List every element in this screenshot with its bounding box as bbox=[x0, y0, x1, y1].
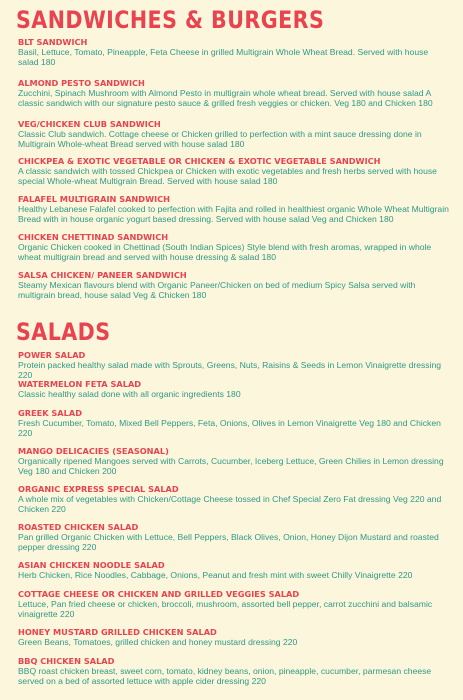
item-name: CHICKEN CHETTINAD SANDWICH bbox=[18, 232, 169, 242]
item-name: GREEK SALAD bbox=[18, 408, 82, 418]
item-description: A classic sandwich with tossed Chickpea or Chicken with exotic vegetables and fresh herbs served with house special Whole-wheat Multigrain Bread. Served with house salad 180 bbox=[18, 166, 437, 186]
menu-item-asian-chicken-noodle-salad bbox=[18, 560, 450, 580]
item-description: A whole mix of vegetables with Chicken/Cottage Cheese tossed in Chef Special Zero Fat dressing Veg 220 and Chicken 220 bbox=[18, 494, 442, 514]
item-name: ASIAN CHICKEN NOODLE SALAD bbox=[18, 560, 165, 570]
section-title-sandwiches-burgers: SANDWICHES & BURGERS bbox=[16, 6, 325, 34]
menu-item-chicken-chettinad-sandwich bbox=[18, 232, 450, 262]
item-name: MANGO DELICACIES (SEASONAL) bbox=[18, 446, 169, 456]
item-description: Fresh Cucumber, Tomato, Mixed Bell Peppers, Feta, Onions, Olives in Lemon Vinaigrette Veg 180 and Chicken 220 bbox=[18, 418, 441, 438]
item-description: Zucchini, Spinach Mushroom with Almond Pesto in multigrain whole wheat bread. Served with house salad A classic sandwich with our signature pesto sauce & grilled fresh veggies or chicken. Veg 180 and Chicken 180 bbox=[18, 88, 433, 108]
item-name: ORGANIC EXPRESS SPECIAL SALAD bbox=[18, 484, 179, 494]
item-name: VEG/CHICKEN CLUB SANDWICH bbox=[18, 119, 161, 129]
item-name: CHICKPEA & EXOTIC VEGETABLE OR CHICKEN & EXOTIC VEGETABLE SANDWICH bbox=[18, 156, 381, 166]
item-name: POWER SALAD bbox=[18, 350, 86, 360]
menu-item-mango-delicacies bbox=[18, 446, 450, 476]
menu-item-honey-mustard-grilled-chicken-salad bbox=[18, 627, 450, 647]
menu-item-chickpea-exotic-vegetable-sandwich bbox=[18, 156, 450, 186]
item-description: Healthy Lebanese Falafel cooked to perfection with Fajita and rolled in healthiest organic Whole Wheat Multigrain Bread with in house organic yogurt based dressing. Served with house salad Veg and Chicken 180 bbox=[18, 204, 449, 224]
item-description: Basil, Lettuce, Tomato, Pineapple, Feta Cheese in grilled Multigrain Whole Wheat Bread. Served with house salad 180 bbox=[18, 47, 429, 67]
item-name: BBQ CHICKEN SALAD bbox=[18, 656, 115, 666]
menu-item-falafel-multigrain-sandwich bbox=[18, 194, 450, 224]
item-name: FALAFEL MULTIGRAIN SANDWICH bbox=[18, 194, 171, 204]
item-description: Steamy Mexican flavours blend with Organic Paneer/Chicken on bed of medium Spicy Salsa served with multigrain bread, house salad Veg & Chicken 180 bbox=[18, 280, 416, 300]
menu-item-watermelon-feta-salad bbox=[18, 379, 450, 399]
item-name: ALMOND PESTO SANDWICH bbox=[18, 78, 145, 88]
menu-item-bbq-chicken-salad bbox=[18, 656, 450, 686]
item-name: SALSA CHICKEN/ PANEER SANDWICH bbox=[18, 270, 187, 280]
menu-item-power-salad bbox=[18, 350, 450, 380]
menu-item-almond-pesto-sandwich bbox=[18, 78, 450, 108]
item-description: Classic Club sandwich. Cottage cheese or Chicken grilled to perfection with a mint sauce dressing done in Multigrain Whole-wheat Bread served with house salad 180 bbox=[18, 129, 422, 149]
item-description: BBQ roast chicken breast, sweet corn, tomato, kidney beans, onion, pineapple, cucumber, parmesan cheese served on a bed of assorted lettuce with apple cider dressing 220 bbox=[18, 666, 432, 686]
menu-item-veg-chicken-club-sandwich bbox=[18, 119, 450, 149]
item-name: COTTAGE CHEESE OR CHICKEN AND GRILLED VEGGIES SALAD bbox=[18, 589, 300, 599]
item-description: Herb Chicken, Rice Noodles, Cabbage, Onions, Peanut and fresh mint with sweet Chilly Vinaigrette 220 bbox=[18, 570, 413, 580]
item-name: HONEY MUSTARD GRILLED CHICKEN SALAD bbox=[18, 627, 217, 637]
item-description: Green Beans, Tomatoes, grilled chicken and honey mustard dressing 220 bbox=[18, 637, 298, 647]
item-description: Classic healthy salad done with all organic ingredients 180 bbox=[18, 389, 241, 399]
item-name: BLT SANDWICH bbox=[18, 37, 88, 47]
menu-item-cottage-cheese-chicken-grilled-veggies-salad bbox=[18, 589, 450, 619]
item-name: WATERMELON FETA SALAD bbox=[18, 379, 142, 389]
menu-item-blt-sandwich bbox=[18, 37, 450, 67]
menu-item-organic-express-special-salad bbox=[18, 484, 450, 514]
menu-item-roasted-chicken-salad bbox=[18, 522, 450, 552]
item-description: Pan grilled Organic Chicken with Lettuce, Bell Peppers, Black Olives, Onion, Honey Dijon Mustard and roasted pepper dressing 220 bbox=[18, 532, 439, 552]
item-description: Protein packed healthy salad made with Sprouts, Greens, Nuts, Raisins & Seeds in Lemon Vinaigrette dressing 220 bbox=[18, 360, 442, 380]
item-description: Organic Chicken cooked in Chettinad (South Indian Spices) Style blend with fresh aromas, wrapped in whole wheat multigrain bread and served with house dressing & salad 180 bbox=[18, 242, 432, 262]
item-name: ROASTED CHICKEN SALAD bbox=[18, 522, 139, 532]
section-title-salads: SALADS bbox=[16, 318, 111, 346]
item-description: Lettuce, Pan fried cheese or chicken, broccoli, mushroom, assorted bell pepper, carrot zucchini and balsamic vinaigrette 220 bbox=[18, 599, 433, 619]
menu-item-greek-salad bbox=[18, 408, 450, 438]
item-description: Organically ripened Mangoes served with Carrots, Cucumber, Iceberg Lettuce, Green Chilies in Lemon dressing Veg 180 and Chicken 200 bbox=[18, 456, 444, 476]
menu-item-salsa-chicken-paneer-sandwich bbox=[18, 270, 450, 300]
